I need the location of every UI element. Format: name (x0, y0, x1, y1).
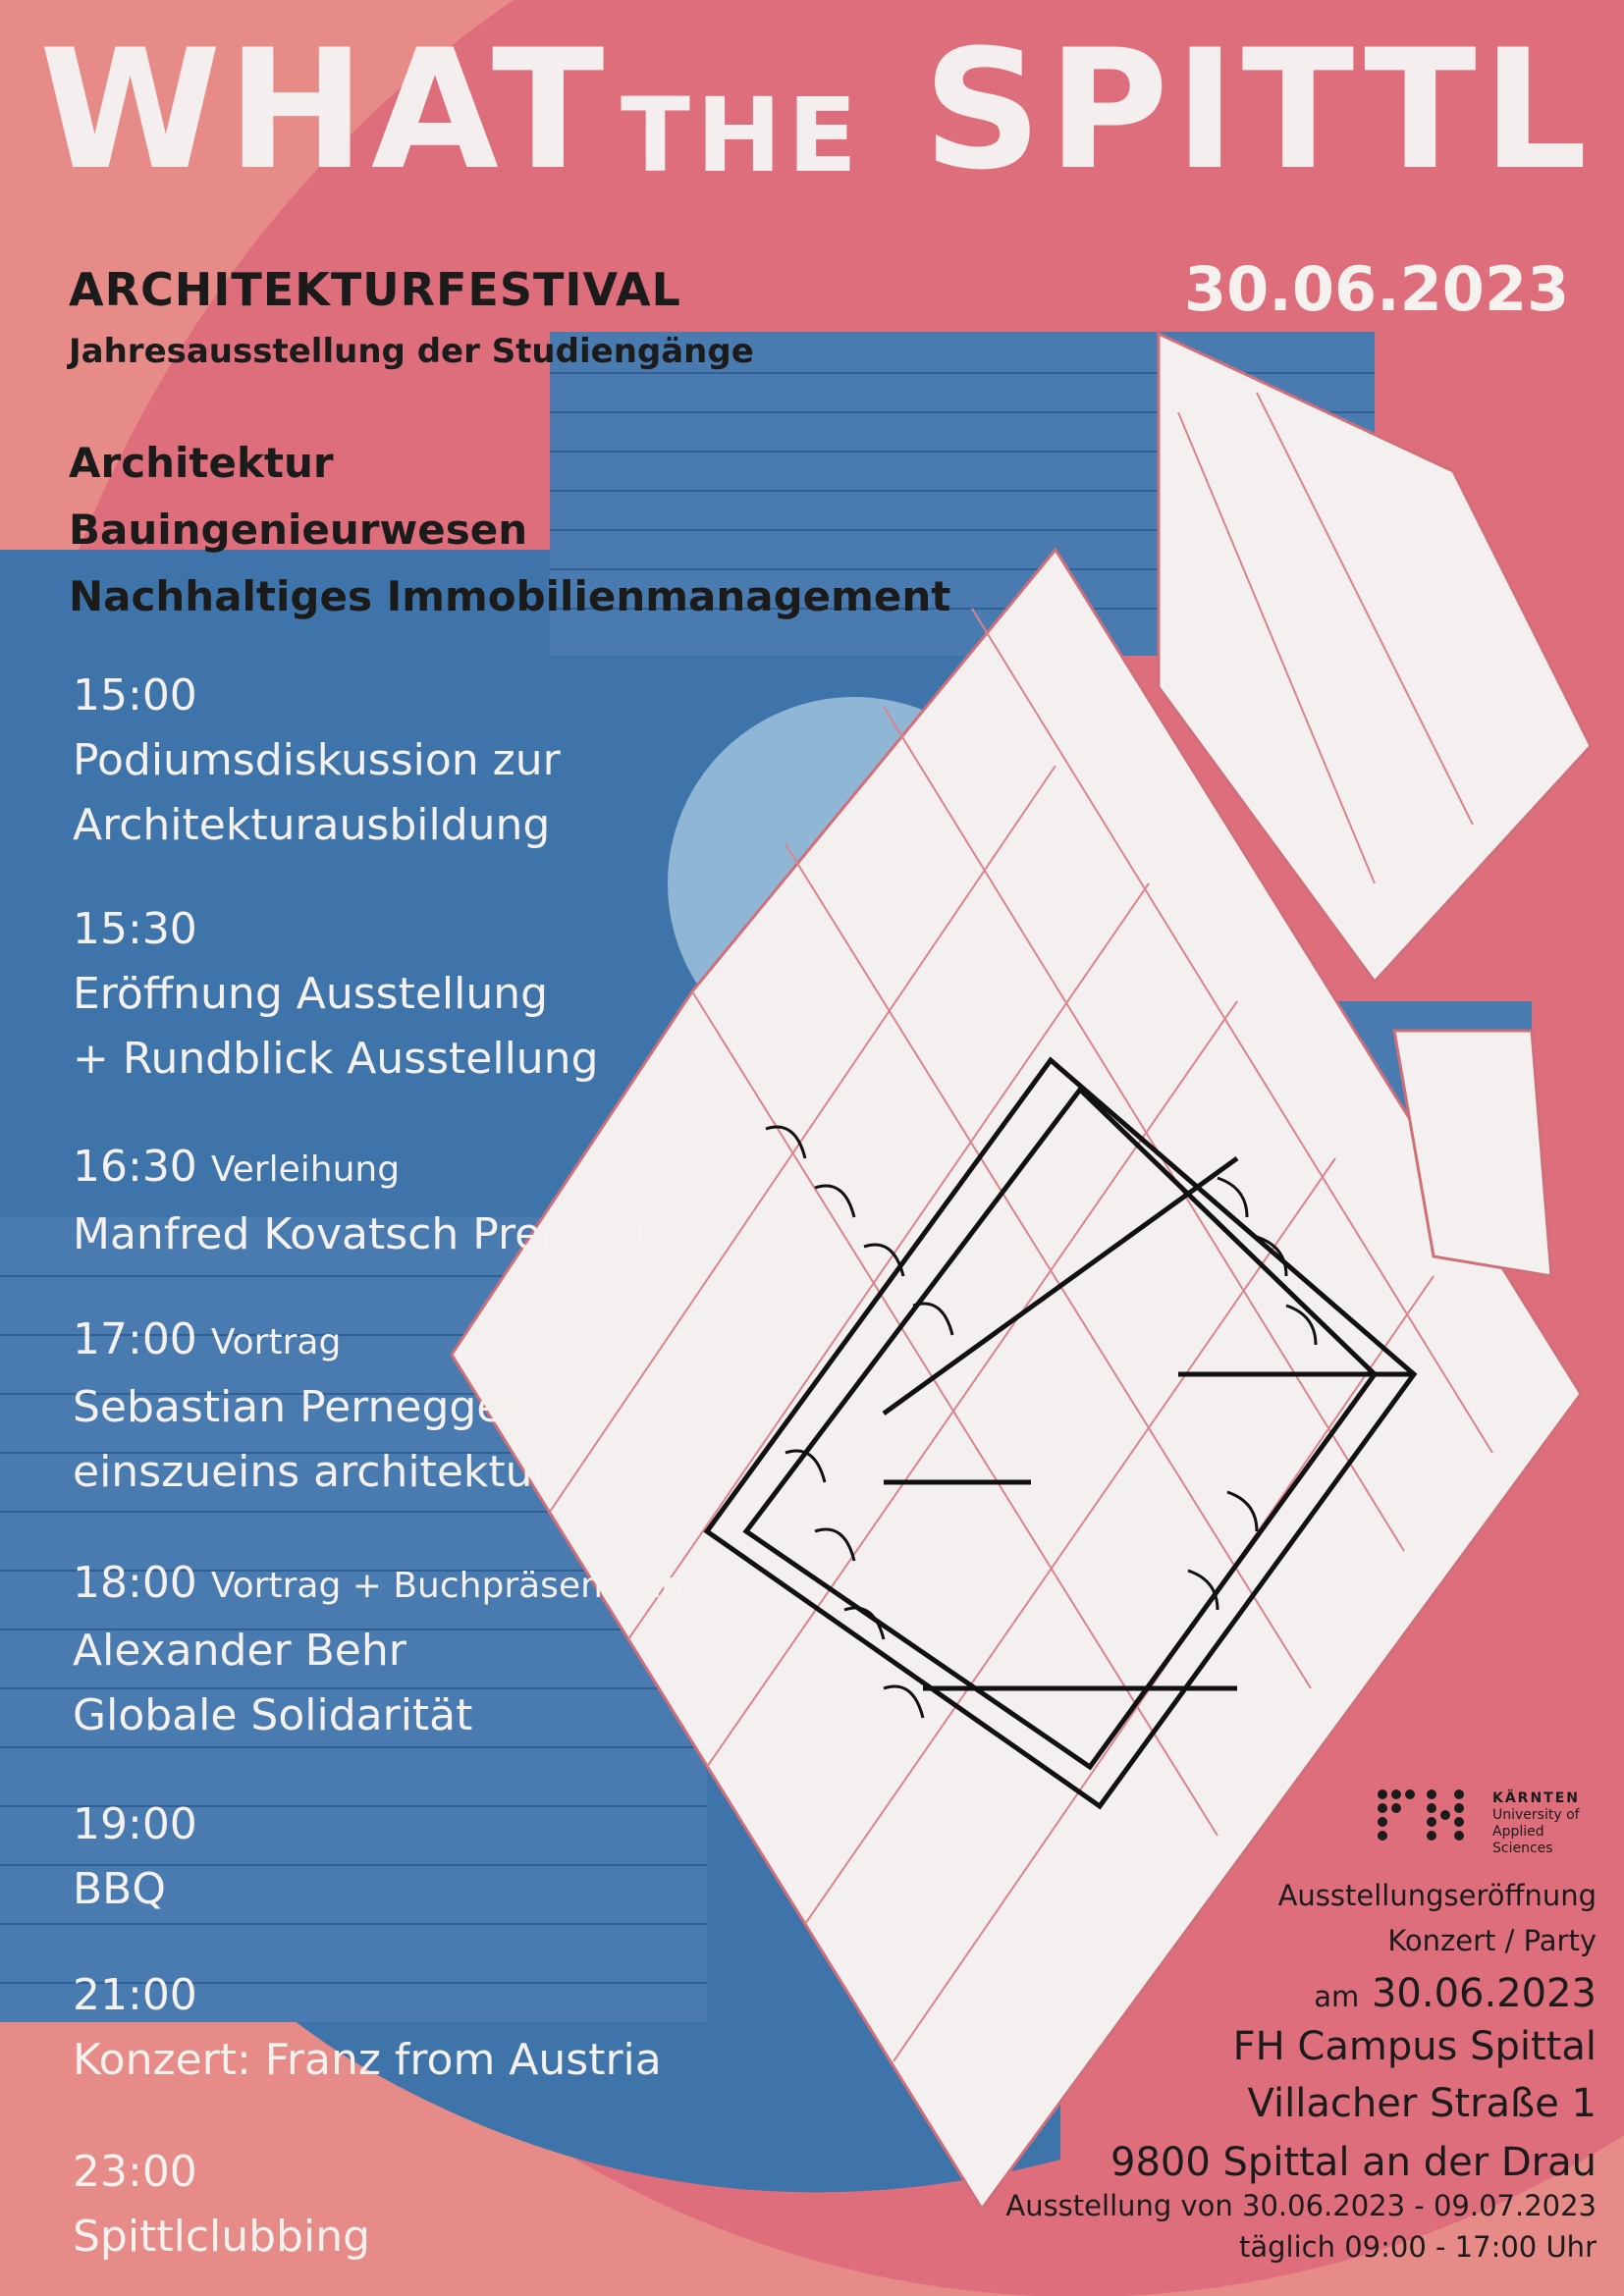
schedule-line: Architekturausbildung (73, 800, 551, 850)
schedule-item-2300 (73, 2140, 370, 2269)
schedule-time: 18:00 (73, 1558, 197, 1608)
schedule-item-2100 (73, 1963, 662, 2093)
schedule-line: Globale Solidarität (73, 1690, 473, 1740)
schedule-time: 15:30 (73, 904, 197, 954)
schedule-line: + Rundblick Ausstellung (73, 1034, 599, 1084)
schedule-item-1800 (73, 1551, 706, 1748)
program-item: Architektur (69, 439, 334, 487)
schedule-line: BBQ (73, 1864, 167, 1914)
program-item: Bauingenieurwesen (69, 506, 528, 554)
info-date: 30.06.2023 (1371, 1971, 1597, 2016)
info-am: am (1314, 1980, 1360, 2013)
schedule-item-1500 (73, 664, 561, 858)
info-place: FH Campus Spittal (1232, 2024, 1597, 2069)
info-hours: täglich 09:00 - 17:00 Uhr (1238, 2230, 1597, 2264)
info-city: 9800 Spittal an der Drau (1110, 2140, 1597, 2185)
schedule-time: 21:00 (73, 1970, 197, 2020)
schedule-item-1700 (73, 1308, 551, 1505)
logo-line-1: University of (1492, 1807, 1580, 1823)
headline-word-2: THE (621, 76, 864, 195)
event-date: 30.06.2023 (1184, 253, 1570, 325)
schedule-time: 17:00 (73, 1314, 197, 1364)
schedule-line: Konzert: Franz from Austria (73, 2035, 662, 2085)
schedule-line: Alexander Behr (73, 1626, 406, 1676)
schedule-item-1900 (73, 1792, 197, 1922)
schedule-line: Spittlclubbing (73, 2212, 371, 2262)
schedule-item-1630 (73, 1135, 699, 1267)
schedule-kind: Vortrag (210, 1322, 342, 1362)
schedule-time: 15:00 (73, 670, 197, 721)
festival-subtitle: Jahresausstellung der Studiengänge (69, 332, 754, 371)
schedule-time: 19:00 (73, 1799, 197, 1849)
schedule-line: einszueins architektur (73, 1447, 551, 1497)
logo-name: KÄRNTEN (1492, 1790, 1581, 1806)
schedule-line: Podiumsdiskussion zur (73, 735, 561, 785)
schedule-item-1530 (73, 897, 599, 1092)
info-exhibition: Ausstellung von 30.06.2023 - 09.07.2023 (1005, 2189, 1597, 2222)
info-street: Villacher Straße 1 (1247, 2081, 1597, 2126)
headline-word-3: SPITTL (923, 14, 1594, 206)
fh-logo-mark-icon (1377, 1789, 1485, 1845)
logo-line-2: Applied Sciences (1492, 1824, 1553, 1856)
schedule-time: 23:00 (73, 2147, 197, 2197)
info-line-2: Konzert / Party (1387, 1924, 1597, 1957)
info-date-line (1314, 1971, 1597, 2016)
schedule-kind: Vortrag + Buchpräsentation (210, 1566, 707, 1606)
schedule-line: Manfred Kovatsch Preis 2023 (73, 1209, 700, 1259)
schedule-kind: Verleihung (210, 1149, 401, 1190)
fh-kaernten-logo (1377, 1789, 1581, 1856)
festival-title: ARCHITEKTURFESTIVAL (69, 263, 681, 316)
schedule-time: 16:30 (73, 1142, 197, 1192)
schedule-line: Sebastian Pernegger (73, 1382, 521, 1432)
program-item: Nachhaltiges Immobilienmanagement (69, 572, 951, 620)
schedule-line: Eröffnung Ausstellung (73, 969, 549, 1019)
programs-list (69, 430, 950, 630)
headline-word-1: WHAT (39, 14, 611, 206)
info-line-1: Ausstellungseröffnung (1277, 1879, 1597, 1912)
